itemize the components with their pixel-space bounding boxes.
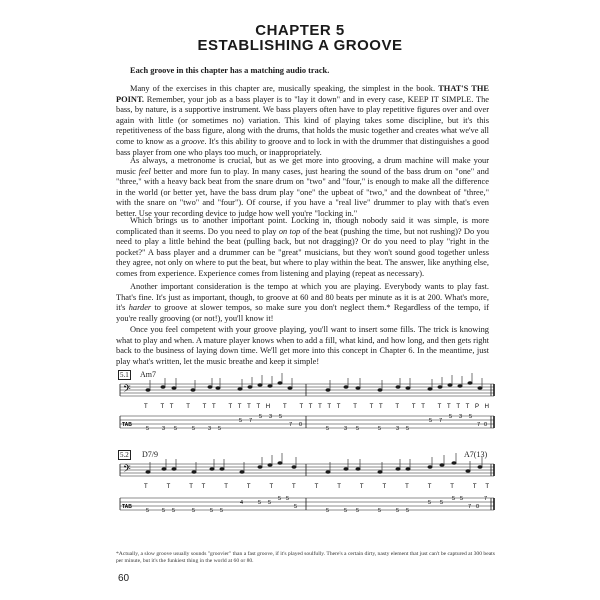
tab-number: 5 [326, 508, 330, 514]
tab-number: 3 [459, 414, 463, 420]
chapter-title: ESTABLISHING A GROOVE [197, 37, 403, 54]
tab-number: 0 [299, 422, 303, 428]
notes-measure-2 [326, 453, 482, 474]
tab-number: 5 [378, 508, 382, 514]
tab-number: 5 [146, 426, 150, 432]
tab-number: 5 [192, 426, 196, 432]
example-label: 5.2 [120, 451, 129, 459]
tab-number: 5 [192, 508, 196, 514]
paragraph-3 [116, 216, 489, 280]
notes-measure-1 [146, 453, 296, 474]
tab-number: 5 [210, 508, 214, 514]
tab-number: 5 [220, 508, 224, 514]
tab-number: 3 [208, 426, 212, 432]
example-label: 5.1 [120, 371, 129, 379]
intro-text: Each groove in this chapter has a matching audio track. [130, 66, 330, 75]
text-run: Which brings us to another important point. Locking in, though nobody said it was simple, is more complicated than it seems. Do you need to play [116, 216, 489, 236]
tab-number: 7 [289, 422, 293, 428]
text-run-italic: groove [181, 136, 205, 146]
tab-number: 5 [378, 426, 382, 432]
notes-measure-2 [326, 373, 482, 392]
tab-number: 5 [268, 500, 272, 506]
paragraph-1 [116, 84, 489, 158]
tab-number: 5 [174, 426, 178, 432]
staff-and-tab-2 [118, 450, 496, 522]
tab-number: 5 [452, 496, 456, 502]
text-run: to groove at slower tempos, so make sure you don't neglect them.* Regardless of the tempo, if you're really grooving (or not!), you'll know it! [116, 303, 490, 323]
text-run-bold: THAT'S THE POINT. [116, 84, 489, 104]
fingering-row: T T TT T T T T T T T T T T T TT [144, 484, 490, 490]
paragraph-5 [116, 325, 489, 367]
text-run-italic: feel [138, 166, 151, 176]
tab-number: 3 [162, 426, 166, 432]
chord-symbol-end: A7(13) [464, 450, 488, 459]
tab-number: 5 [259, 414, 263, 420]
tab-number: 5 [449, 414, 453, 420]
tab-number: 5 [469, 414, 473, 420]
tab-number: 5 [218, 426, 222, 432]
tab-number: 7 [477, 422, 481, 428]
tab-number: 5 [396, 508, 400, 514]
page-number: 60 [118, 573, 130, 584]
tab-number: 5 [440, 500, 444, 506]
bass-clef-icon: 𝄢 [123, 463, 131, 477]
tab-numbers [146, 496, 487, 514]
bass-clef-icon: 𝄢 [123, 383, 131, 397]
text-run: As always, a metronome is crucial, but as we get more into grooving, a drum machine will make your music [116, 156, 489, 176]
tab-number: 5 [239, 418, 243, 424]
music-example-1 [118, 370, 496, 440]
footnote: *Actually, a slow groove usually sounds "groovier" than a fast groove, if it's played soulfully. There's a certain dirty, nasty element that just can't be captured at 300 beats per minute, but it's the funkiest thing in the world at 60 or 80. [116, 551, 495, 564]
tab-clef-icon: TAB [122, 504, 132, 510]
tab-number: 3 [344, 426, 348, 432]
tab-number: 5 [356, 508, 360, 514]
text-run: better and more fun to play. In many cases, just hearing the sound of the bass drum on "one" and "three," with a heavy back beat from the snare drum on "two" and "four," is enough to make all the difference in the world (or better yet, have the bass drum play "one" the upbeat of "two," and the downbeat of "three," with the snare on "two" and "four"). Of course, if you have a "real live" drummer to play with that's even better. Use your recording device to judge how well you're "locking in." [116, 166, 489, 218]
tab-number: 5 [294, 504, 298, 510]
tab-number: 5 [279, 414, 283, 420]
paragraph-4 [116, 282, 489, 324]
paragraph-2 [116, 156, 489, 220]
notes-measure-1 [146, 373, 292, 392]
tab-number: 5 [406, 426, 410, 432]
text-run: Once you feel competent with your groove playing, you'll want to insert some fills. The trick is knowing what to play and when. A mature player knows when to add a fill, what kind, and how long, and then gets right back to the business of laying down time. We'll get more into this concept in Chapter 6. In the meantime, just play what's written, let the music breathe and keep it simple! [116, 325, 489, 366]
tab-number: 5 [428, 500, 432, 506]
barlines [120, 464, 494, 510]
intro-line [116, 66, 489, 77]
text-run-italic: harder [128, 303, 152, 313]
tab-number: 7 [249, 418, 253, 424]
tab-number: 5 [258, 500, 262, 506]
text-run: Remember, your job as a bass player is to "lay it down" and in every case, KEEP IT SIMPLE. The bass, by nature, is a supportive instrument. We bass players often have to play repetitive figures over and over again with little (or sometimes no) variation. This kind of playing takes some discipline, but it's this repetitiveness of the bass figure, along with the drums, that holds the music together and creates what we've all come to know as a [116, 94, 489, 146]
text-run: . It's this ability to groove and to lock in with the drummer that distinguishes a good bass player from one who plays too much, or inappropriately. [116, 136, 489, 157]
tab-number: 5 [344, 508, 348, 514]
fingering-row: T TT T TT TTTTH T TTTTT T TT T TT TTTTPH [144, 404, 489, 410]
tab-number: 5 [162, 508, 166, 514]
tab-number: 5 [278, 496, 282, 502]
tab-number: 3 [396, 426, 400, 432]
text-run: Another important consideration is the tempo at which you are playing. Everybody wants to play fast. That's fine. It's just as important, though, to groove at 60 and 80 beats per minute as it is at 200. What's more, it's [116, 282, 489, 313]
tab-lines [120, 498, 494, 510]
tab-number: 5 [460, 496, 464, 502]
tab-number: 5 [326, 426, 330, 432]
tab-number: 5 [172, 508, 176, 514]
tab-number: 0 [476, 504, 480, 510]
text-run: of the beat (pushing the time, but not rushing)? Do you need to play a little behind the beat (pulling back, but not dragging)? Or do you need to play "right in the pocket?" A bass player and a drummer can be "great" musicians, but they won't sound good together unless they agree, not only on where to put the beat, but where to play within the beat. The answer, like anything else, comes from experience. Experience comes from listening and playing (repeat as necessary). [116, 226, 490, 278]
tab-number: 5 [286, 496, 290, 502]
tab-number: 5 [406, 508, 410, 514]
tab-number: 5 [429, 418, 433, 424]
tab-number: 0 [484, 422, 488, 428]
tab-numbers [146, 414, 487, 432]
text-run-italic: on top [278, 226, 301, 236]
chord-symbol: D7/9 [142, 450, 158, 459]
tab-clef-icon: TAB [122, 422, 132, 428]
music-example-2 [118, 450, 496, 522]
tab-number: 7 [439, 418, 443, 424]
chord-symbol: Am7 [140, 370, 156, 379]
tab-number: 7 [468, 504, 472, 510]
tab-number: 5 [356, 426, 360, 432]
tab-number: 4 [240, 500, 244, 506]
tab-number: 3 [269, 414, 273, 420]
text-run: Many of the exercises in this chapter are, musically speaking, the simplest in the book. [130, 84, 439, 93]
tab-number: 7 [484, 496, 488, 502]
staff-and-tab-1 [118, 370, 496, 440]
chapter-number: CHAPTER 5 [255, 22, 345, 39]
tab-number: 5 [146, 508, 150, 514]
